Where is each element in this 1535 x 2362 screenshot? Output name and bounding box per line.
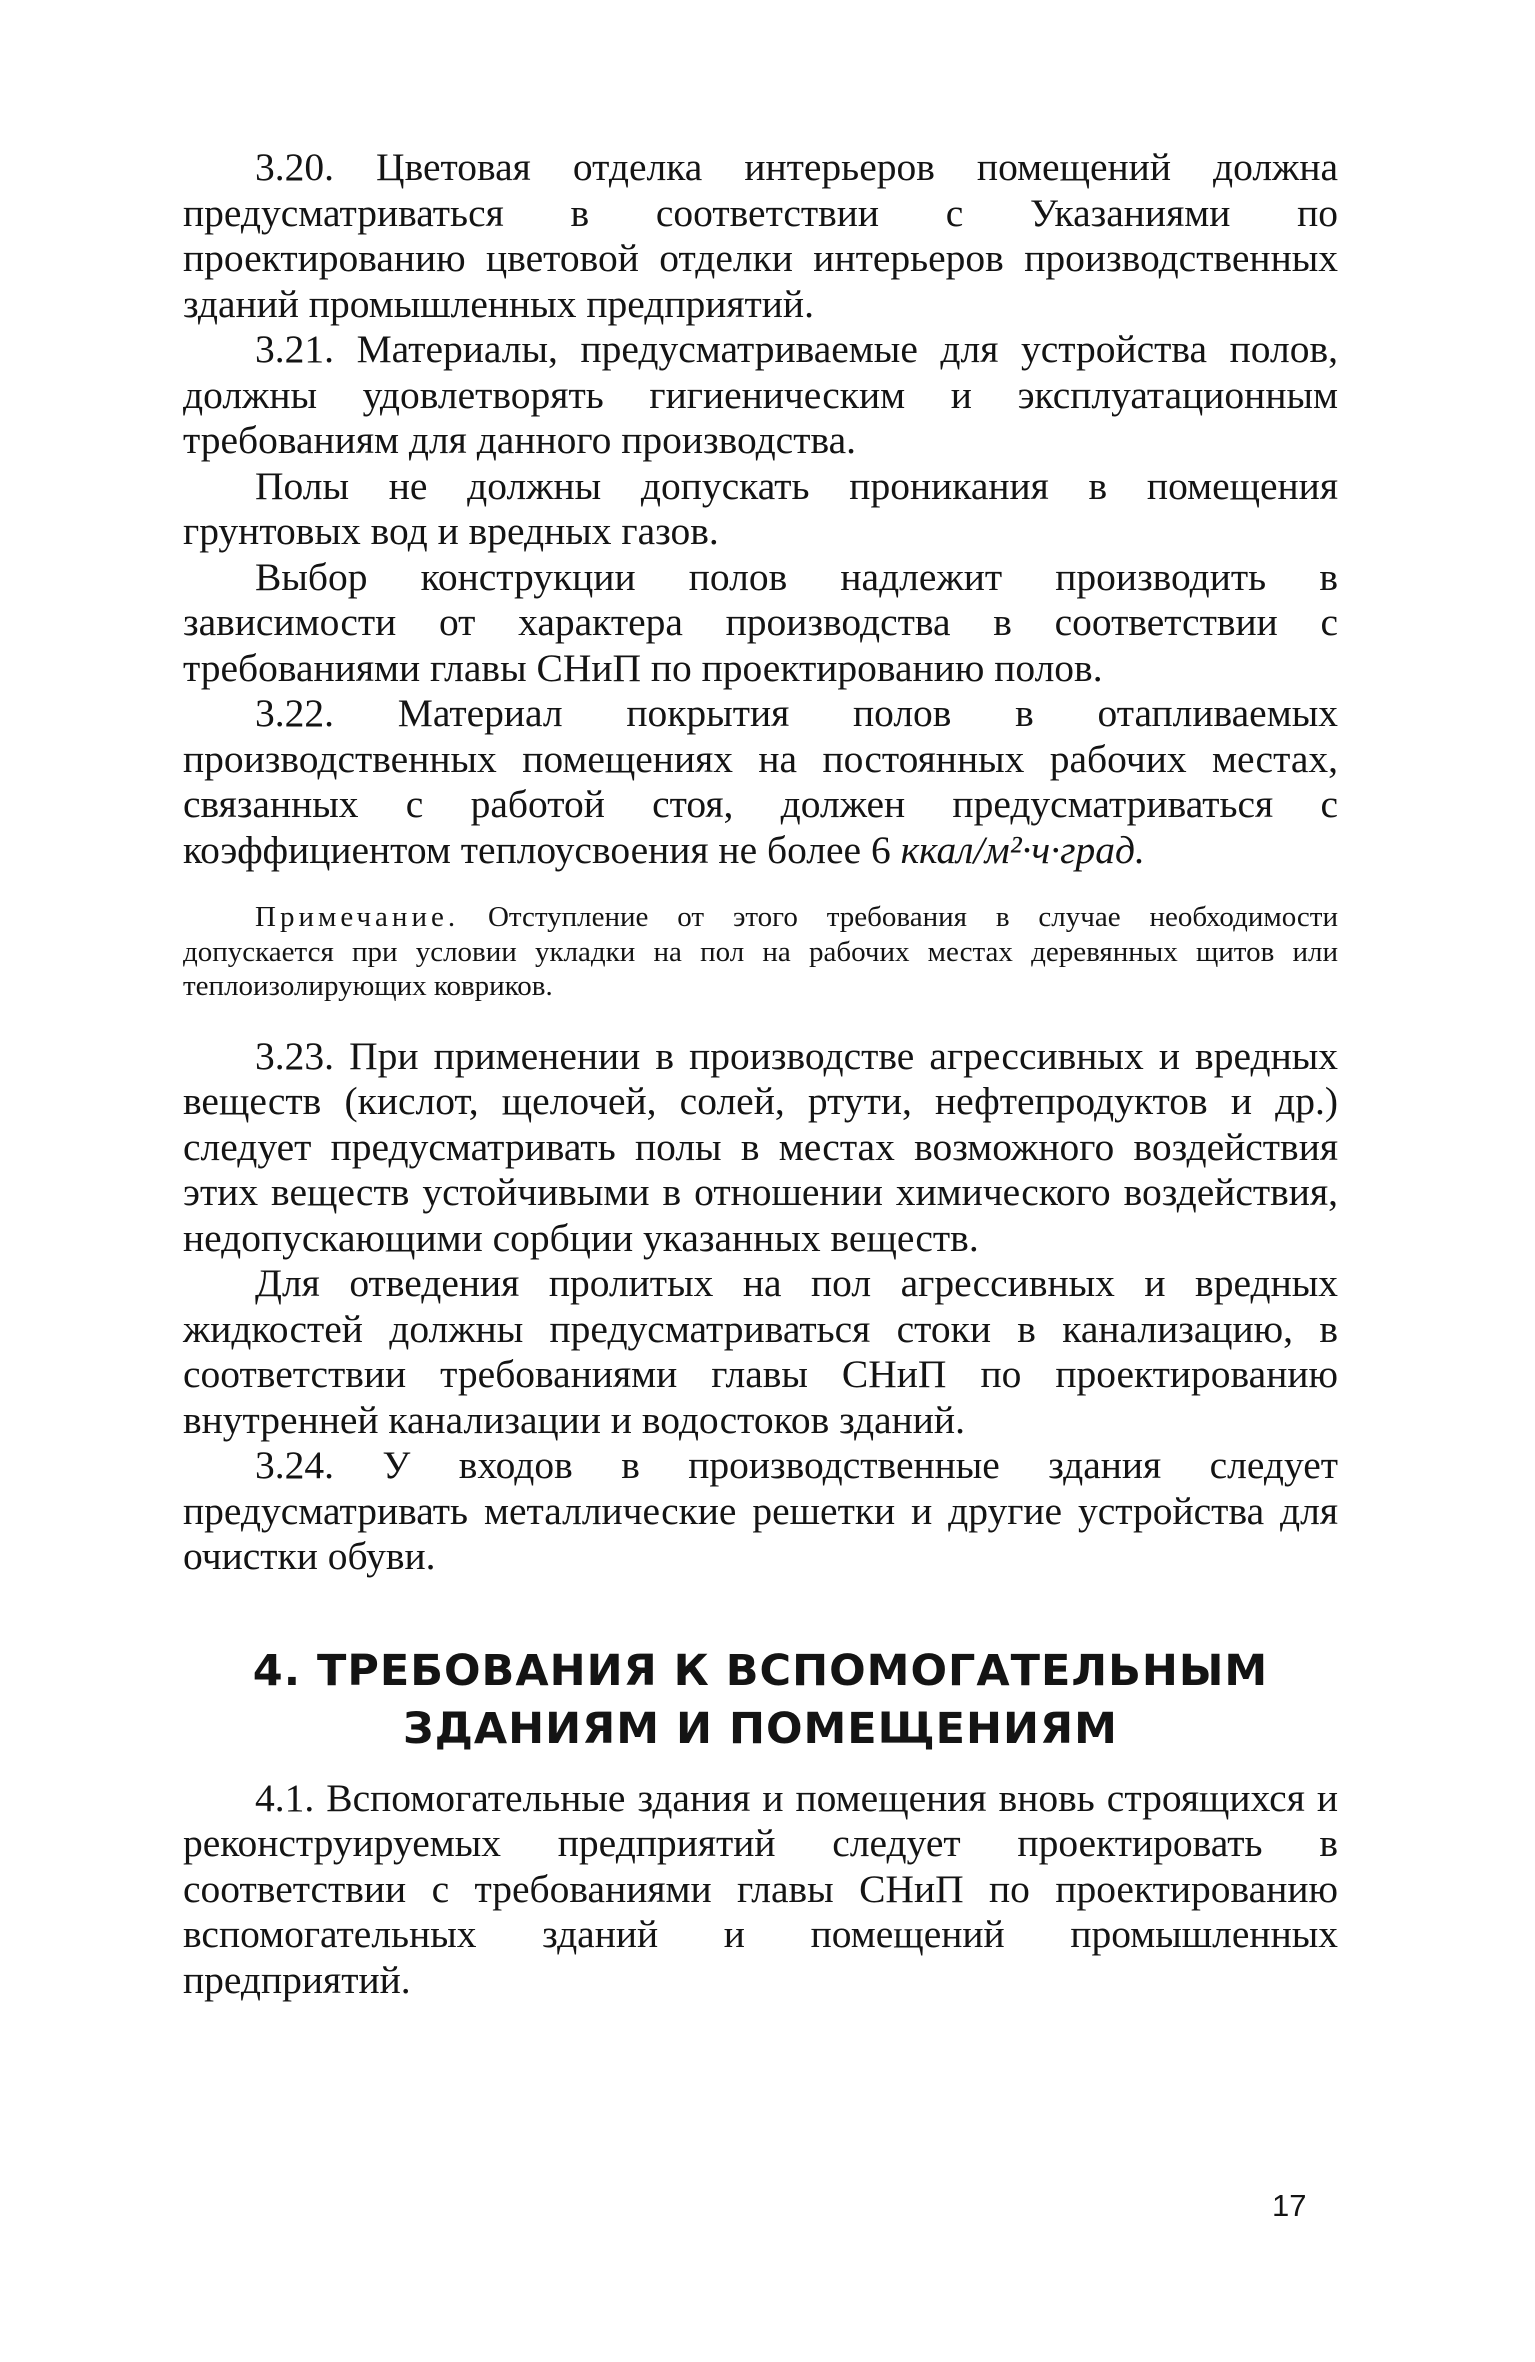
page-number: 17 [1272, 2188, 1307, 2223]
clause-number: 3.23. [255, 1033, 334, 1078]
coefficient-value: 6 [870, 827, 891, 872]
heading-line-2: ЗДАНИЯМ И ПОМЕЩЕНИЯМ [403, 1703, 1118, 1754]
clause-number: 3.20. [255, 145, 334, 189]
clause-text: Материал покрытия полов в отапливаемых производственных помещениях на постоянных рабочих местах, связанных с работой стоя, должен предусматриваться с коэффициентом теплоусвоения не более [183, 691, 1338, 872]
clause-text: Цветовая отделка интерьеров помещений должна предусматриваться в соответствии с Указаниями по проектированию цветовой отделки интерьеров производственных зданий промышленных предприятий. [183, 145, 1338, 326]
heading-line-1: 4. ТРЕБОВАНИЯ К ВСПОМОГАТЕЛЬНЫМ [252, 1645, 1269, 1696]
clause-number: 3.22. [255, 691, 334, 735]
clause-text: У входов в производственные здания следует предусматривать металлические решетки и другие устройства для очистки обуви. [183, 1443, 1338, 1578]
paragraph-3-20 [183, 145, 1338, 327]
note [183, 900, 1338, 1004]
clause-number: 3.21. [255, 327, 334, 371]
clause-text: Материалы, предусматриваемые для устройства полов, должны удовлетворять гигиеническим и эксплуатационным требованиям для данного производства. [183, 327, 1338, 462]
clause-text: Вспомогательные здания и помещения вновь строящихся и реконструируемых предприятий следует проектировать в соответствии с требованиями главы СНиП по проектированию вспомогательных зданий и помещений промышленных предприятий. [183, 1775, 1338, 2002]
note-text: Отступление от этого требования в случае необходимости допускается при условии укладки на пол на рабочих местах деревянных щитов или теплоизолирующих ковриков. [183, 901, 1338, 1002]
paragraph-3-21 [183, 327, 1338, 464]
clause-number: 4.1. [255, 1775, 315, 1820]
paragraph-3-23-drainage: Для отведения пролитых на пол агрессивных и вредных жидкостей должны предусматриваться стоки в канализацию, в соответствии требованиями главы СНиП по проектированию внутренней канализации и водостоков зданий. [183, 1261, 1338, 1442]
paragraph-3-22 [183, 691, 1338, 873]
coefficient-unit: ккал/м²·ч·град. [900, 827, 1145, 872]
paragraph-3-21-floors: Полы не должны допускать проникания в помещения грунтовых вод и вредных газов. [183, 463, 1338, 553]
paragraph-4-1 [183, 1776, 1338, 2004]
document-page [183, 145, 1338, 2003]
paragraph-3-21-construction: Выбор конструкции полов надлежит производить в зависимости от характера производства в соответствии с требованиями главы СНиП по проектированию полов. [183, 554, 1338, 690]
clause-text: При применении в производстве агрессивных и вредных веществ (кислот, щелочей, солей, ртути, нефтепродуктов и др.) следует предусматривать полы в местах возможного воздействия этих веществ устойчивыми в отношении химического воздействия, недопускающими сорбции указанных веществ. [183, 1033, 1338, 1260]
clause-number: 3.24. [255, 1443, 334, 1487]
paragraph-3-23 [183, 1034, 1338, 1262]
section-heading [183, 1642, 1338, 1758]
note-label: Примечание. [255, 901, 460, 933]
paragraph-3-24 [183, 1443, 1338, 1580]
